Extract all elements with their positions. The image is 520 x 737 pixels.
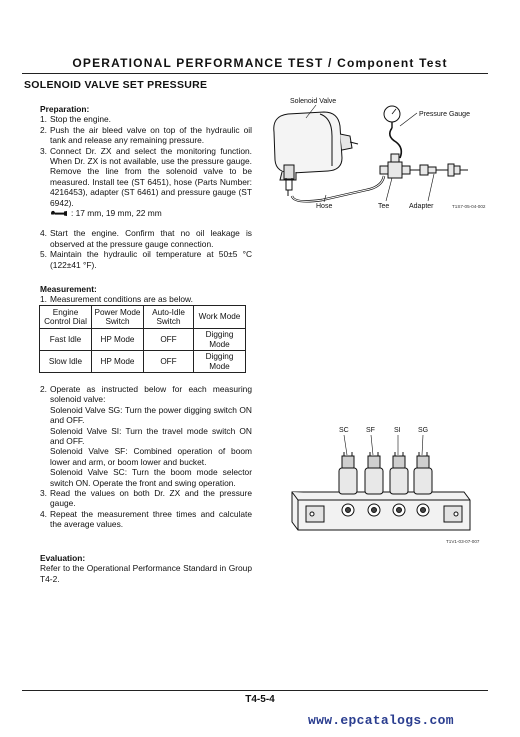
wrench-icon bbox=[50, 210, 68, 217]
measurement-step-1 bbox=[40, 294, 252, 304]
step-text: Connect Dr. ZX and select the monitoring function. When Dr. ZX is not available, use the pressure gauge. Remove the line from the solenoid valve to be measured. Install tee (ST 6451), hose (Parts Number: 4216453), adapter (ST 6461) and pressure gauge (ST 6942). bbox=[50, 145, 252, 208]
adapter-label: Adapter bbox=[409, 203, 434, 210]
table-cell: Digging Mode bbox=[194, 329, 246, 351]
table-cell: HP Mode bbox=[92, 351, 144, 373]
table-header-cell: Power Mode Switch bbox=[92, 306, 144, 329]
table-header-cell: Engine Control Dial bbox=[40, 306, 92, 329]
preparation-step-3 bbox=[40, 146, 252, 208]
pressure-gauge-icon bbox=[384, 106, 401, 158]
step-number: 2. bbox=[40, 384, 47, 394]
evaluation-block bbox=[40, 553, 252, 584]
adapter-fitting-icon bbox=[420, 164, 468, 176]
measurement-step-4 bbox=[40, 509, 252, 530]
evaluation-heading: Evaluation: bbox=[40, 553, 86, 563]
valve-manifold-icon bbox=[292, 492, 470, 530]
measurement-step-2 bbox=[40, 384, 252, 405]
solenoid-valve-icon bbox=[274, 112, 358, 196]
wrench-sizes-text: : 17 mm, 19 mm, 22 mm bbox=[71, 208, 162, 219]
preparation-heading: Preparation: bbox=[40, 104, 90, 114]
step-text: Measurement conditions are as below. bbox=[50, 294, 193, 305]
valve-label-sf: SF bbox=[366, 427, 375, 434]
preparation-step-2 bbox=[40, 125, 252, 146]
figure2-code: T1V1-03-07-007 bbox=[446, 539, 480, 544]
table-cell: HP Mode bbox=[92, 329, 144, 351]
valve-label-sc: SC bbox=[339, 427, 349, 434]
table-cell: Fast Idle bbox=[40, 329, 92, 351]
step-number: 1. bbox=[40, 294, 47, 305]
step-number: 2. bbox=[40, 124, 47, 135]
step-number: 1. bbox=[40, 114, 47, 125]
measurement-conditions-table bbox=[39, 305, 246, 373]
valve-label-si: SI bbox=[394, 427, 401, 434]
valve-instruction-sc: Solenoid Valve SC: Turn the boom mode selector switch ON. Operate the front and swing operation. bbox=[50, 467, 252, 488]
valve-label-sg: SG bbox=[418, 427, 429, 434]
step-number: 3. bbox=[40, 488, 47, 499]
measurement-steps bbox=[40, 384, 252, 530]
step-number: 4. bbox=[40, 508, 47, 519]
valve-instruction-si: Solenoid Valve SI: Turn the travel mode switch ON and OFF. bbox=[50, 425, 252, 447]
tee-label: Tee bbox=[378, 203, 390, 210]
step-text: Maintain the hydraulic oil temperature at 50±5 °C (122±41 °F). bbox=[50, 249, 252, 270]
header-rule bbox=[22, 73, 488, 74]
step-number: 5. bbox=[40, 249, 47, 260]
preparation-step-1 bbox=[40, 114, 252, 124]
table-header-cell: Work Mode bbox=[194, 306, 246, 329]
valve-instruction-sf: Solenoid Valve SF: Combined operation of boom lower and arm, or boom lower and bucket. bbox=[50, 446, 252, 467]
gauge-connection-diagram bbox=[262, 92, 494, 214]
footer-rule bbox=[22, 690, 488, 691]
step-text: Repeat the measurement three times and calculate the average values. bbox=[50, 508, 252, 530]
table-cell: OFF bbox=[144, 351, 194, 373]
table-header-row bbox=[40, 306, 246, 329]
watermark-text: www.epcatalogs.com bbox=[308, 713, 454, 728]
step-number: 3. bbox=[40, 145, 47, 156]
page-header-title: OPERATIONAL PERFORMANCE TEST / Component Test bbox=[72, 56, 448, 70]
section-title: SOLENOID VALVE SET PRESSURE bbox=[24, 79, 208, 91]
hose-label: Hose bbox=[316, 203, 333, 210]
step-text: Read the values on both Dr. ZX and the pressure gauge. bbox=[50, 488, 252, 509]
preparation-step-4 bbox=[40, 228, 252, 249]
figure1-code: T1S7-05-04-002 bbox=[452, 204, 486, 209]
step-text: Push the air bleed valve on top of the hydraulic oil tank and release any remaining pressure. bbox=[50, 124, 252, 146]
preparation-block bbox=[40, 104, 252, 270]
step-number: 4. bbox=[40, 228, 47, 239]
table-row bbox=[40, 351, 246, 373]
solenoid-valve-label: Solenoid Valve bbox=[290, 98, 337, 105]
table-cell: Slow Idle bbox=[40, 351, 92, 373]
solenoid-valve-block-diagram bbox=[284, 420, 490, 548]
table-row bbox=[40, 329, 246, 351]
page-number: T4-5-4 bbox=[245, 694, 275, 705]
table-cell: OFF bbox=[144, 329, 194, 351]
valve-instruction-sg: Solenoid Valve SG: Turn the power digging switch ON and OFF. bbox=[50, 404, 252, 426]
pressure-gauge-label: Pressure Gauge bbox=[419, 111, 470, 118]
step-text: Start the engine. Confirm that no oil leakage is observed at the pressure gauge connection. bbox=[50, 228, 252, 249]
table-header-cell: Auto-Idle Switch bbox=[144, 306, 194, 329]
measurement-step-3 bbox=[40, 488, 252, 509]
evaluation-text: Refer to the Operational Performance Standard in Group T4-2. bbox=[40, 563, 252, 584]
wrench-sizes-line bbox=[40, 208, 252, 218]
measurement-block bbox=[40, 284, 252, 305]
measurement-heading: Measurement: bbox=[40, 284, 97, 294]
step-text: Stop the engine. bbox=[50, 114, 112, 125]
table-cell: Digging Mode bbox=[194, 351, 246, 373]
preparation-step-5 bbox=[40, 249, 252, 270]
step-text: Operate as instructed below for each measuring solenoid valve: bbox=[50, 384, 252, 405]
